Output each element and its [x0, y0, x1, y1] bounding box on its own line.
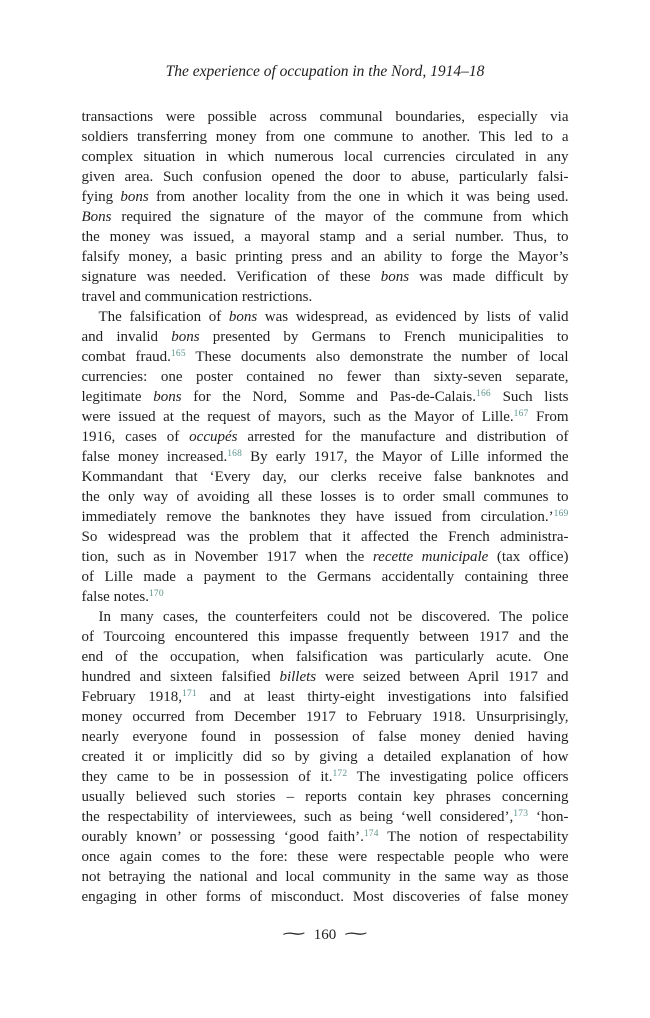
text-segment: were seized between April 1917 and	[316, 669, 569, 685]
text-segment: usually believed such stories – reports contain key phrases concerning	[81, 789, 569, 805]
text-segment: end of the occupation, when falsification was particularly acute. One	[81, 649, 569, 665]
text-line	[82, 627, 569, 647]
footnote-ref[interactable]: 174	[363, 829, 379, 839]
text-line	[82, 867, 569, 887]
text-segment: These documents also demonstrate the number of local	[185, 349, 569, 365]
text-line	[82, 447, 569, 467]
text-segment: the respectability of interviewees, such as being ‘well considered’,	[81, 809, 514, 825]
italic-term: billets	[279, 669, 317, 685]
text-line	[82, 247, 569, 267]
text-line	[82, 327, 569, 347]
italic-term: bons	[171, 329, 200, 345]
text-segment: of Tourcoing encountered this impasse frequently between 1917 and the	[81, 629, 569, 645]
text-line	[82, 547, 569, 567]
text-segment: was made difficult by	[409, 269, 569, 285]
text-line	[82, 407, 569, 427]
paragraph	[82, 307, 569, 607]
text-segment: The investigating police officers	[347, 769, 569, 785]
text-line	[82, 127, 569, 147]
text-segment: for the Nord, Somme and Pas-de-Calais.	[181, 389, 476, 405]
footnote-ref[interactable]: 172	[332, 769, 348, 779]
text-segment: Such lists	[490, 389, 569, 405]
paragraph	[82, 607, 569, 907]
text-line	[82, 167, 569, 187]
text-segment: the money was issued, a mayoral stamp and a serial number. Thus, to	[81, 229, 569, 245]
text-segment: engaging in other forms of misconduct. Most discoveries of false money	[81, 889, 569, 905]
italic-term: recette municipale	[372, 549, 489, 565]
text-segment: So widespread was the problem that it affected the French administra-	[81, 529, 569, 545]
text-line	[82, 787, 569, 807]
text-segment: required the signature of the mayor of the commune from which	[111, 209, 569, 225]
footer-ornament-right-icon: ∼	[342, 926, 371, 943]
text-segment: currencies: one poster contained no fewer than sixty-seven separate,	[81, 369, 569, 385]
text-line	[82, 487, 569, 507]
footnote-ref[interactable]: 173	[513, 809, 529, 819]
text-line	[82, 647, 569, 667]
text-column	[82, 0, 569, 944]
text-segment: once again comes to the fore: these were respectable people who were	[81, 849, 569, 865]
text-segment: The notion of respectability	[378, 829, 569, 845]
text-segment: and at least thirty-eight investigations into falsified	[196, 689, 569, 705]
text-line	[82, 827, 569, 847]
italic-term: bons	[228, 309, 258, 325]
text-segment: Kommandant that ‘Every day, our clerks receive false banknotes and	[81, 469, 569, 485]
text-segment: ‘hon-	[528, 809, 569, 825]
footnote-ref[interactable]: 167	[513, 409, 529, 419]
footnote-ref[interactable]: 165	[170, 349, 186, 359]
text-line	[82, 527, 569, 547]
text-segment: false money increased.	[81, 449, 228, 465]
text-line	[82, 347, 569, 367]
text-line	[82, 667, 569, 687]
text-line	[82, 747, 569, 767]
text-line	[82, 847, 569, 867]
text-segment: travel and communication restrictions.	[81, 289, 313, 305]
text-segment: falsify money, a basic printing press and an ability to forge the Mayor’s	[81, 249, 569, 265]
page-number: 160	[313, 927, 337, 943]
body-text	[82, 107, 569, 907]
text-segment: and invalid	[81, 329, 172, 345]
text-segment: (tax office)	[488, 549, 569, 565]
footnote-ref[interactable]: 169	[553, 509, 569, 519]
text-line	[82, 427, 569, 447]
text-segment: By early 1917, the Mayor of Lille informed the	[242, 449, 569, 465]
text-segment: immediately remove the banknotes they have issued from circulation.’	[81, 509, 554, 525]
text-segment: 1916, cases of	[81, 429, 190, 445]
text-segment: signature was needed. Verification of these	[81, 269, 381, 285]
text-line	[82, 307, 569, 327]
text-segment: false notes.	[81, 589, 149, 605]
text-segment: they came to be in possession of it.	[81, 769, 333, 785]
text-line	[82, 607, 569, 627]
italic-term: occupés	[189, 429, 238, 445]
footnote-ref[interactable]: 168	[227, 449, 243, 459]
text-segment: In many cases, the counterfeiters could not be discovered. The police	[98, 609, 569, 625]
text-segment: soldiers transferring money from one commune to another. This led to a	[81, 129, 569, 145]
text-segment: given area. Such confusion opened the door to abuse, particularly falsi-	[81, 169, 569, 185]
text-line	[82, 267, 569, 287]
text-segment: were issued at the request of mayors, such as the Mayor of Lille.	[81, 409, 514, 425]
text-segment: tion, such as in November 1917 when the	[81, 549, 373, 565]
page-footer	[82, 927, 569, 944]
italic-term: bons	[120, 189, 149, 205]
italic-term: Bons	[81, 209, 112, 225]
text-segment: fying	[81, 189, 121, 205]
text-segment: not betraying the national and local community in the same way as those	[81, 869, 569, 885]
text-line	[82, 147, 569, 167]
text-line	[82, 367, 569, 387]
text-segment: hundred and sixteen falsified	[81, 669, 280, 685]
text-line	[82, 207, 569, 227]
footnote-ref[interactable]: 170	[148, 589, 164, 599]
text-line	[82, 187, 569, 207]
italic-term: bons	[380, 269, 410, 285]
text-line	[82, 727, 569, 747]
text-line	[82, 687, 569, 707]
text-line	[82, 567, 569, 587]
text-line	[82, 387, 569, 407]
text-segment: the only way of avoiding all these losses is to order small communes to	[81, 489, 569, 505]
text-segment: presented by Germans to French municipalities to	[199, 329, 569, 345]
running-head-title: The experience of occupation in the Nord, 1914–18	[165, 63, 485, 80]
text-segment: transactions were possible across communal boundaries, especially via	[81, 109, 569, 125]
text-segment: was widespread, as evidenced by lists of valid	[257, 309, 569, 325]
text-line	[82, 287, 569, 307]
text-segment: ourably known’ or possessing ‘good faith’.	[81, 829, 364, 845]
text-line	[82, 227, 569, 247]
text-line	[82, 767, 569, 787]
text-line	[82, 507, 569, 527]
text-line	[82, 807, 569, 827]
text-line	[82, 467, 569, 487]
text-segment: of Lille made a payment to the Germans accidentally containing three	[81, 569, 569, 585]
text-segment: From	[528, 409, 569, 425]
italic-term: bons	[153, 389, 182, 405]
footnote-ref[interactable]: 166	[476, 389, 491, 399]
text-line	[82, 107, 569, 127]
paragraph	[82, 107, 569, 307]
text-segment: February 1918,	[81, 689, 183, 705]
text-segment: legitimate	[81, 389, 154, 405]
footer-ornament-left-icon: ∼	[279, 926, 308, 943]
text-segment: money occurred from December 1917 to February 1918. Unsurprisingly,	[81, 709, 569, 725]
text-segment: from another locality from the one in which it was being used.	[148, 189, 569, 205]
text-segment: combat fraud.	[81, 349, 171, 365]
text-segment: complex situation in which numerous local currencies circulated in any	[81, 149, 569, 165]
text-segment: created it or implicitly did so by giving a detailed explanation of how	[81, 749, 569, 765]
text-line	[82, 587, 569, 607]
text-line	[82, 707, 569, 727]
text-segment: nearly everyone found in possession of false money denied having	[81, 729, 569, 745]
text-segment: The falsification of	[98, 309, 229, 325]
footnote-ref[interactable]: 171	[182, 689, 197, 699]
text-line	[82, 887, 569, 907]
text-segment: arrested for the manufacture and distribution of	[237, 429, 569, 445]
